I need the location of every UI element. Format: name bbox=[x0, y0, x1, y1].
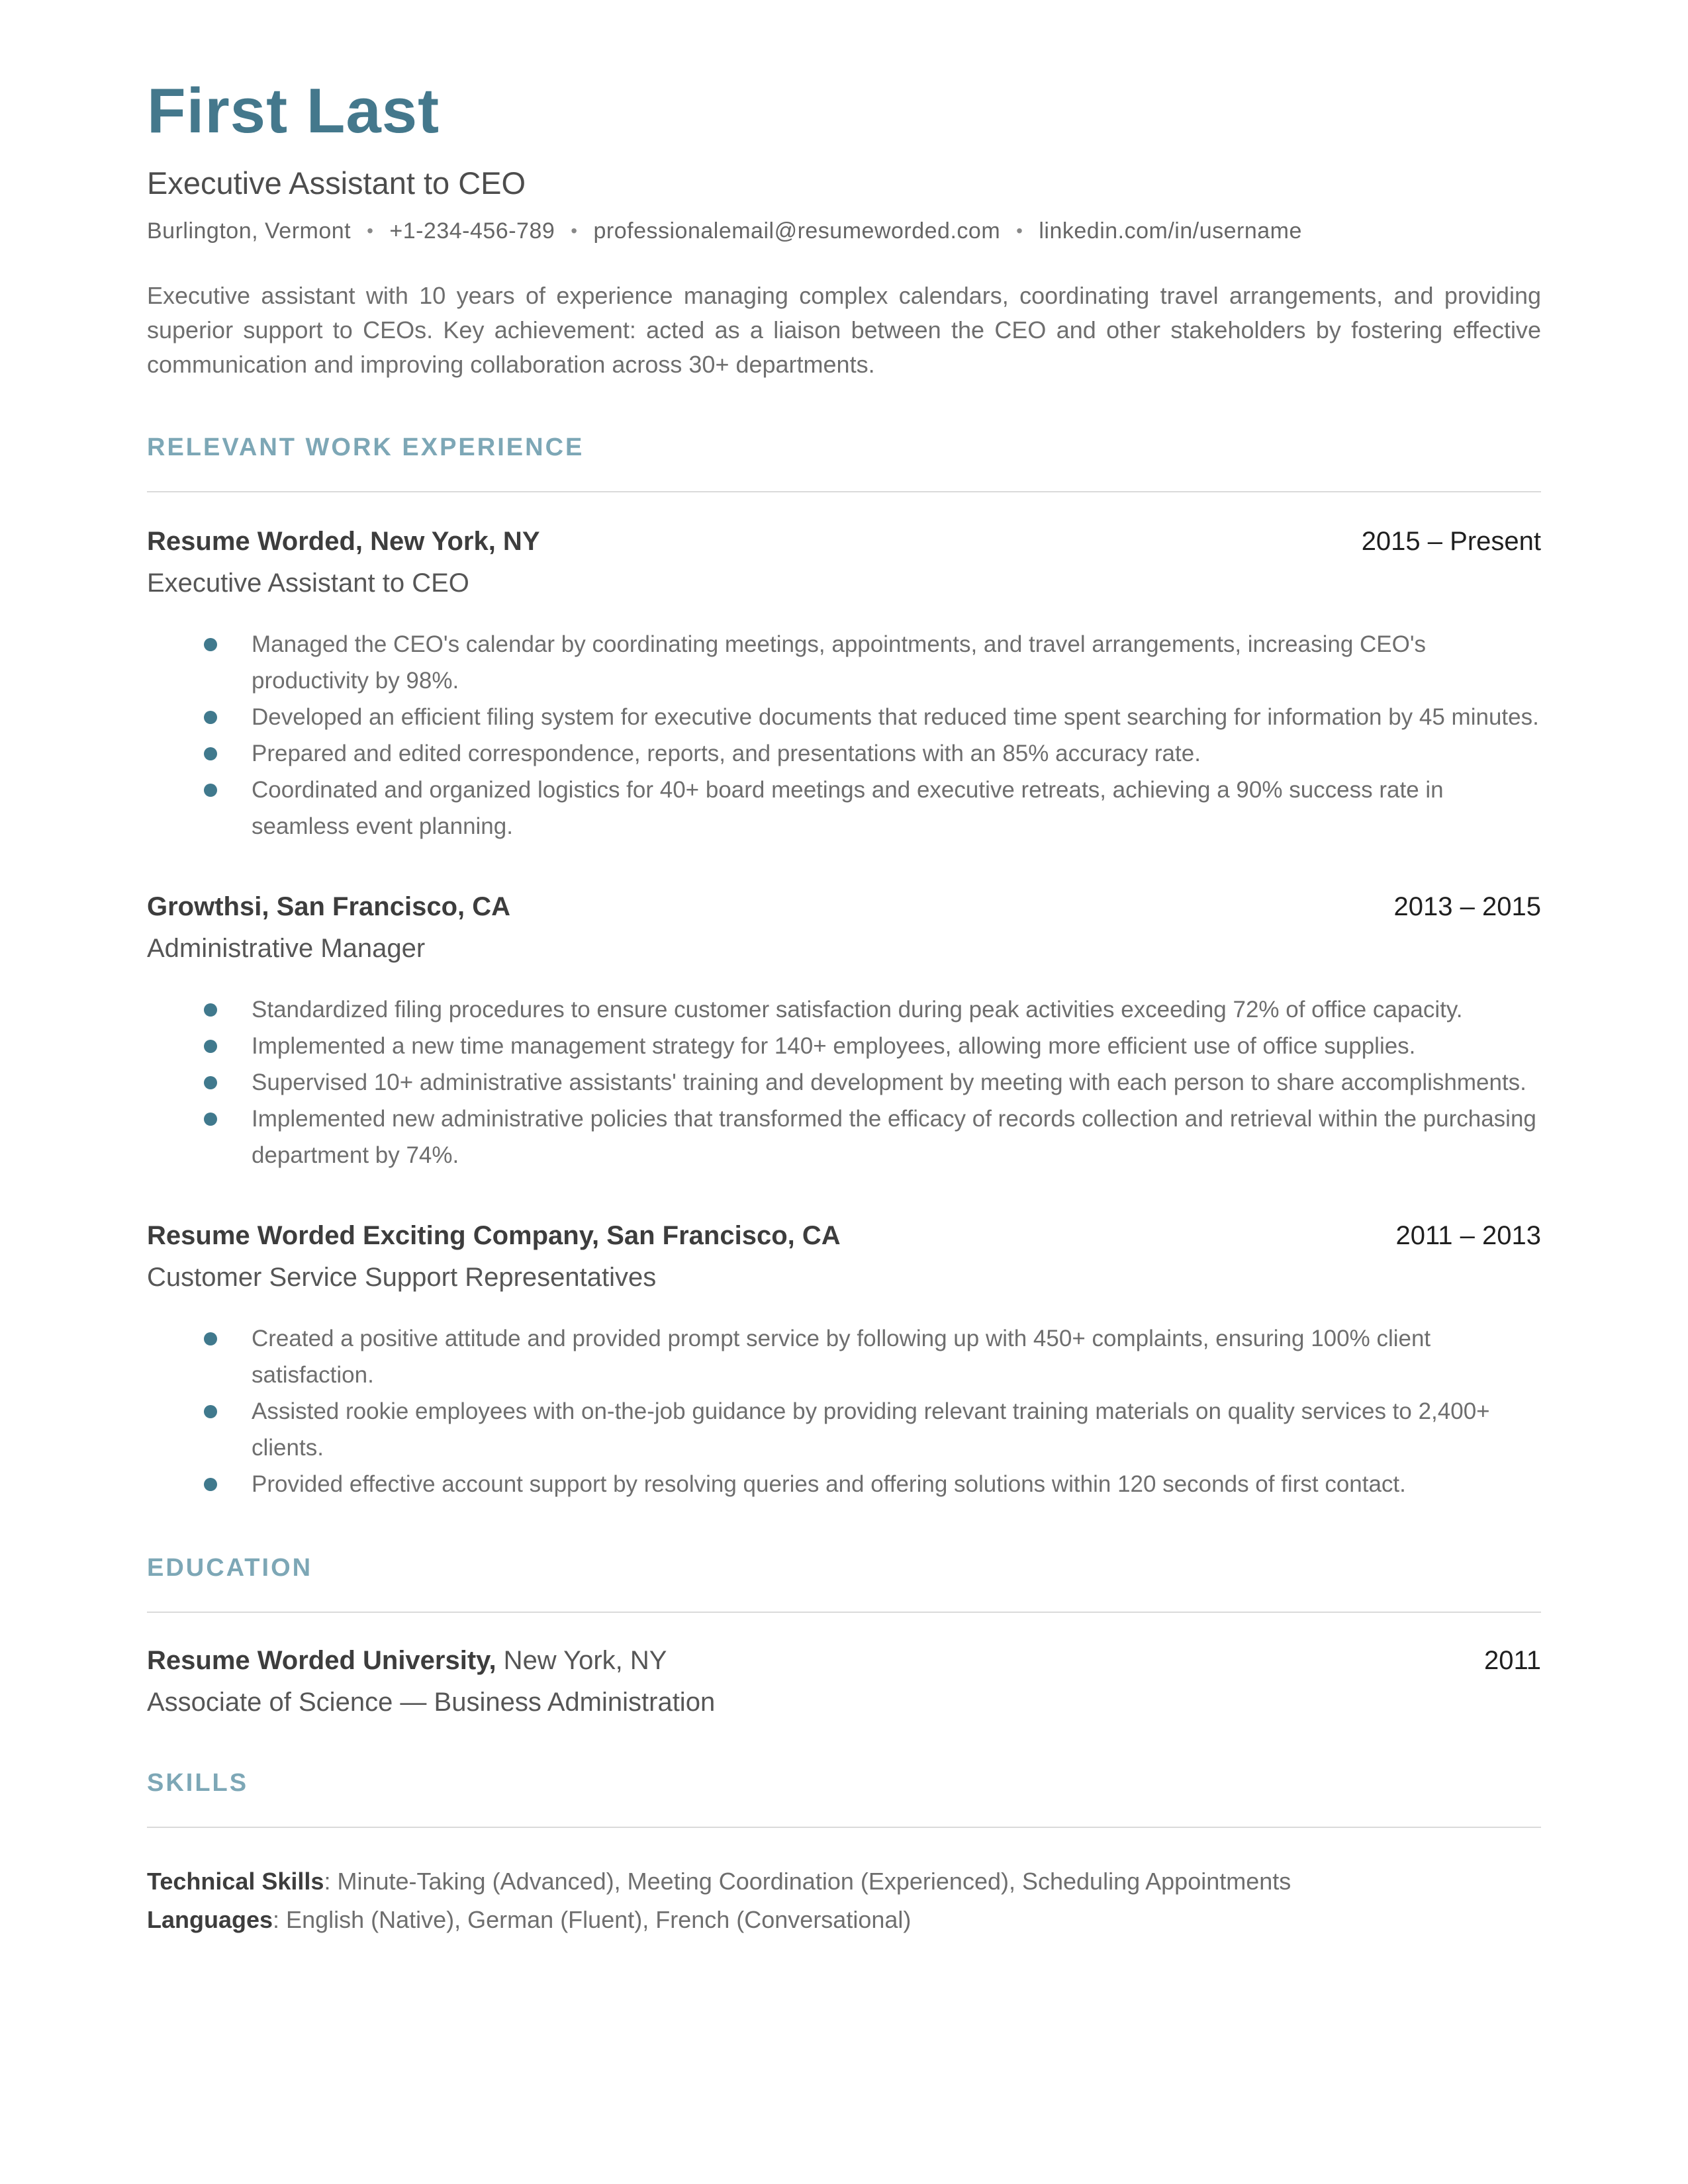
education-dates: 2011 bbox=[1483, 1645, 1541, 1675]
education-school bbox=[147, 1646, 667, 1676]
job-dates: 2015 – Present bbox=[1361, 526, 1541, 556]
job-bullet-list bbox=[147, 991, 1541, 1173]
section-divider bbox=[147, 1612, 1541, 1613]
contact-separator-dot: • bbox=[571, 220, 578, 241]
contact-separator-dot: • bbox=[1016, 220, 1023, 241]
skill-label: Technical Skills bbox=[147, 1867, 324, 1895]
job-bullet: Developed an efficient filing system for executive documents that reduced time spent searching for information by 45 minutes. bbox=[147, 699, 1541, 735]
job-bullet: Coordinated and organized logistics for 40+ board meetings and executive retreats, achieving a 90% success rate in seamless event planning. bbox=[147, 772, 1541, 844]
resume-header bbox=[147, 75, 1541, 382]
job-bullet: Implemented new administrative policies that transformed the efficacy of records collection and retrieval within the purchasing department by 74%. bbox=[147, 1101, 1541, 1173]
headline-title: Executive Assistant to CEO bbox=[147, 165, 526, 201]
contact-separator-dot: • bbox=[367, 220, 374, 241]
section-education bbox=[147, 1554, 1541, 1717]
job-bullet: Provided effective account support by resolving queries and offering solutions within 120 seconds of first contact. bbox=[147, 1466, 1541, 1502]
job-role: Administrative Manager bbox=[147, 933, 426, 963]
skill-label: Languages bbox=[147, 1905, 273, 1933]
skill-line bbox=[147, 1901, 1541, 1939]
job-company: Resume Worded, New York, NY bbox=[147, 526, 540, 556]
education-degree: Associate of Science — Business Administration bbox=[147, 1687, 716, 1717]
education-header-row bbox=[147, 1646, 1541, 1676]
contact-linkedin: linkedin.com/in/username bbox=[1039, 218, 1302, 244]
section-experience bbox=[147, 433, 1541, 1502]
skills-block bbox=[147, 1862, 1541, 1939]
job-bullet: Assisted rookie employees with on-the-job guidance by providing relevant training materials on quality services to 2,400+ clients. bbox=[147, 1393, 1541, 1466]
skills-section-heading: SKILLS bbox=[147, 1768, 249, 1797]
job-header-row bbox=[147, 527, 1541, 557]
job-bullet: Implemented a new time management strategy for 140+ employees, allowing more efficient use of office supplies. bbox=[147, 1028, 1541, 1064]
job-bullet: Created a positive attitude and provided prompt service by following up with 450+ complaints, ensuring 100% client satisfaction. bbox=[147, 1320, 1541, 1393]
skill-line bbox=[147, 1862, 1541, 1901]
job-dates: 2011 – 2013 bbox=[1395, 1220, 1541, 1250]
professional-summary: Executive assistant with 10 years of experience managing complex calendars, coordinating travel arrangements, and providing superior support to CEOs. Key achievement: acted as a liaison between the CEO and other stakeholders by fostering effective communication and improving collaboration across 30+ departments. bbox=[147, 281, 1541, 378]
job-bullet: Standardized filing procedures to ensure customer satisfaction during peak activities exceeding 72% of office capacity. bbox=[147, 991, 1541, 1028]
education-school-name: Resume Worded University, bbox=[147, 1645, 496, 1675]
job-bullet-list bbox=[147, 1320, 1541, 1502]
job-role: Executive Assistant to CEO bbox=[147, 568, 469, 598]
skill-values: : English (Native), German (Fluent), French (Conversational) bbox=[273, 1905, 912, 1933]
job-company: Resume Worded Exciting Company, San Francisco, CA bbox=[147, 1220, 841, 1250]
job-entry bbox=[147, 527, 1541, 844]
job-company: Growthsi, San Francisco, CA bbox=[147, 891, 511, 921]
education-entry bbox=[147, 1646, 1541, 1717]
job-bullet-list bbox=[147, 626, 1541, 844]
section-skills bbox=[147, 1769, 1541, 1939]
education-section-heading: EDUCATION bbox=[147, 1553, 313, 1582]
job-bullet: Managed the CEO's calendar by coordinating meetings, appointments, and travel arrangements, increasing CEO's productivity by 98%. bbox=[147, 626, 1541, 699]
skill-values: : Minute-Taking (Advanced), Meeting Coordination (Experienced), Scheduling Appointments bbox=[324, 1867, 1291, 1895]
job-bullet: Prepared and edited correspondence, reports, and presentations with an 85% accuracy rate. bbox=[147, 735, 1541, 772]
job-dates: 2013 – 2015 bbox=[1393, 891, 1541, 921]
experience-section-heading: RELEVANT WORK EXPERIENCE bbox=[147, 433, 585, 461]
contact-location: Burlington, Vermont bbox=[147, 218, 352, 244]
job-entry bbox=[147, 1221, 1541, 1502]
job-header-row bbox=[147, 1221, 1541, 1251]
job-entry bbox=[147, 892, 1541, 1173]
section-divider bbox=[147, 491, 1541, 492]
contact-line bbox=[147, 218, 1541, 244]
job-header-row bbox=[147, 892, 1541, 922]
person-name: First Last bbox=[147, 75, 440, 146]
contact-phone: +1-234-456-789 bbox=[389, 218, 555, 244]
job-bullet: Supervised 10+ administrative assistants' training and development by meeting with each person to share accomplishments. bbox=[147, 1064, 1541, 1101]
education-school-location: New York, NY bbox=[496, 1645, 667, 1675]
contact-email: professionalemail@resumeworded.com bbox=[593, 218, 1001, 244]
job-role: Customer Service Support Representatives bbox=[147, 1262, 657, 1292]
section-divider bbox=[147, 1827, 1541, 1828]
